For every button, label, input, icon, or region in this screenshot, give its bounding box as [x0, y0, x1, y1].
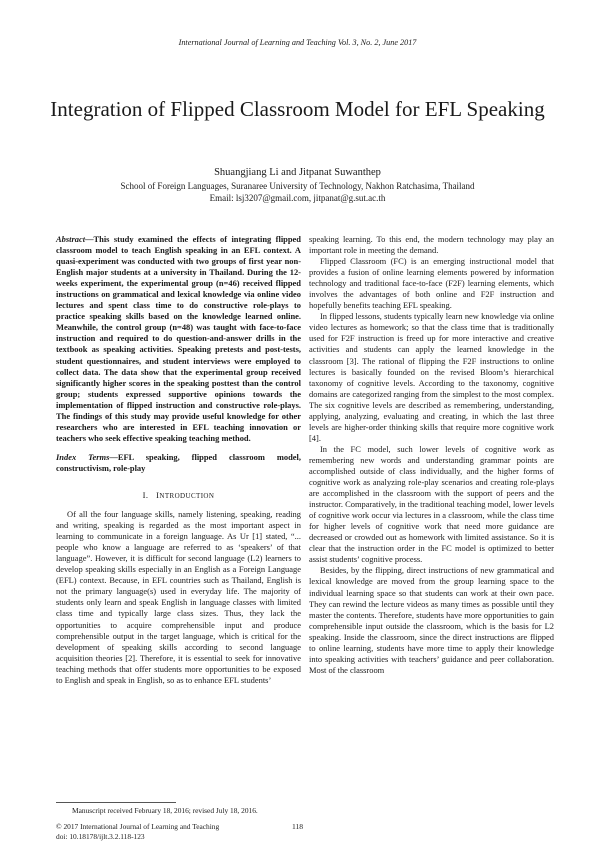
manuscript-footnote: Manuscript received February 18, 2016; revised July 18, 2016.: [72, 806, 258, 815]
right-paragraph-3: In flipped lessons, students typically learn new knowledge via online video lectures as homework; so that the class time that is traditionally used for F2F instruction is freed up for more interactive and creative activities and students can apply the learned knowledge in the classroom [3]. The rational of flipping the F2F instructions to online lectures is basically founded on the revised Bloom’s hierarchical taxonomy of cognitive levels. According to the taxonomy, cognitive domains are categorized ranging from the simplest to the most complex. The six cognitive levels are described as remembering, understanding, applying, analyzing, evaluating and creating, in which the last three levels are higher-order thinking skills that require more cognitive work [4].: [309, 311, 554, 443]
right-paragraph-5: Besides, by the flipping, direct instructions of new grammatical and lexical knowledge are moved from the group learning space to the individual learning space so that students can work at their own pace. They can rewind the lecture videos as many times as possible until they master the contents. Therefore, students have more opportunities to gain comprehensible input outside the classroom, which is the basis for L2 speaking. Inside the classroom, since the direct instructions are flipped to online learning, students have more time to apply their knowledge into speaking activities with teachers’ guidance and peer collaboration. Most of the classroom: [309, 565, 554, 675]
abstract: [56, 234, 301, 444]
abstract-text: —This study examined the effects of integrating flipped classroom model to teach English speaking in an EFL context. A quasi-experiment was conducted with two groups of first year non-English major students at a university in Thailand. During the 12-weeks experiment, the experimental group (n=46) received flipped instructions on grammatical and lexical knowledge via online video lectures and spent class time to do constructive role-plays to practice speaking skills based on the knowledge learned online. Meanwhile, the control group (n=48) was taught with face-to-face instruction and required to do question-and-answer drills in the textbook as speaking activities. Speaking pretests and post-tests, student questionnaires, and student interviews were employed to collect data. The data show that the experimental group received significantly higher scores in the speaking posttest than the control group; students expressed supportive opinions towards the implementation of flipped instruction and constructive role-plays. The findings of this study may provide useful knowledge for other researchers who are interested in EFL teaching innovation or teachers who seek effective speaking teaching method.: [56, 234, 301, 443]
author-names: Shuangjiang Li and Jitpanat Suwanthep: [214, 167, 381, 178]
index-terms-text: —EFL speaking, flipped classroom model, constructivism, role-play: [56, 451, 301, 473]
email-line: Email: lsj3207@gmail.com, jitpanat@g.sut.ac.th: [209, 192, 386, 203]
right-column: [309, 234, 554, 676]
doi-line: doi: 10.18178/ijlt.3.2.118-123: [56, 832, 145, 841]
index-terms-lead: Index Terms: [56, 451, 110, 462]
section-title-initial: I: [156, 489, 160, 500]
section-number: I.: [142, 489, 149, 500]
paper-title: Integration of Flipped Classroom Model for EFL Speaking: [50, 97, 545, 121]
affiliation-block: [0, 181, 595, 204]
running-head: International Journal of Learning and Teaching Vol. 3, No. 2, June 2017: [178, 38, 417, 47]
left-column: [56, 234, 301, 686]
index-terms: [56, 452, 301, 474]
right-paragraph-2: Flipped Classroom (FC) is an emerging instructional model that provides a fusion of online learning elements powered by information technology and traditional face-to-face (F2F) learning elements, which involves the advantages of both online and F2F instruction and hopefully benefits teaching EFL speaking.: [309, 256, 554, 311]
section-title-rest: NTRODUCTION: [159, 491, 215, 500]
right-paragraph-1: speaking learning. To this end, the modern technology may play an important role in meeting the demand.: [309, 234, 554, 256]
intro-paragraph-1: Of all the four language skills, namely listening, speaking, reading and writing, speaking is regarded as the most important aspect in learning to communicate in a foreign language. As Ur [1] stated, “... people who know a language are referred to as ‘speakers’ of that language”. However, it is difficult for second language (L2) learners to develop speaking skills especially in an English as a Foreign Language (EFL) context. Because, in EFL countries such as Thailand, English is not the primary language(s) used in everyday life. The majority of students only learn and speak English in language classes with limited class time and typically large class sizes. Thus, they lack the opportunities to acquire comprehensible input and produce comprehensible output in the target language, which is critical for the development of speaking skills according to second language acquisition theories [2]. Therefore, it is essential to seek for innovative teaching methods that offer students more opportunities to be exposed to English and speak in English, so as to enhance EFL students’: [56, 509, 301, 685]
footnote-divider: [56, 802, 176, 803]
page-number: 118: [291, 822, 304, 831]
copyright-line: © 2017 International Journal of Learning and Teaching: [56, 822, 220, 831]
section-heading-introduction: [56, 490, 301, 502]
abstract-lead: Abstract: [56, 234, 86, 244]
affiliation: School of Foreign Languages, Suranaree University of Technology, Nakhon Ratchasima, Thailand: [120, 181, 475, 191]
right-paragraph-4: In the FC model, such lower levels of cognitive work as remembering new words and understanding grammar points are accomplished outside of class individually, and the higher forms of cognitive work as analyzing role-play scenarios and creating role-plays are accomplished in the classroom with the support of peers and the instructor. Comparatively, in the traditional teaching model, lower levels of cognitive work occur via lectures in a classroom, while the class time for higher levels of cognitive work that need more guidance are decreased or crowded out as homework with limited assistance. So it is clear that the instruction order in the FC model is optimized to better assist students’ cognitive process.: [309, 443, 554, 565]
